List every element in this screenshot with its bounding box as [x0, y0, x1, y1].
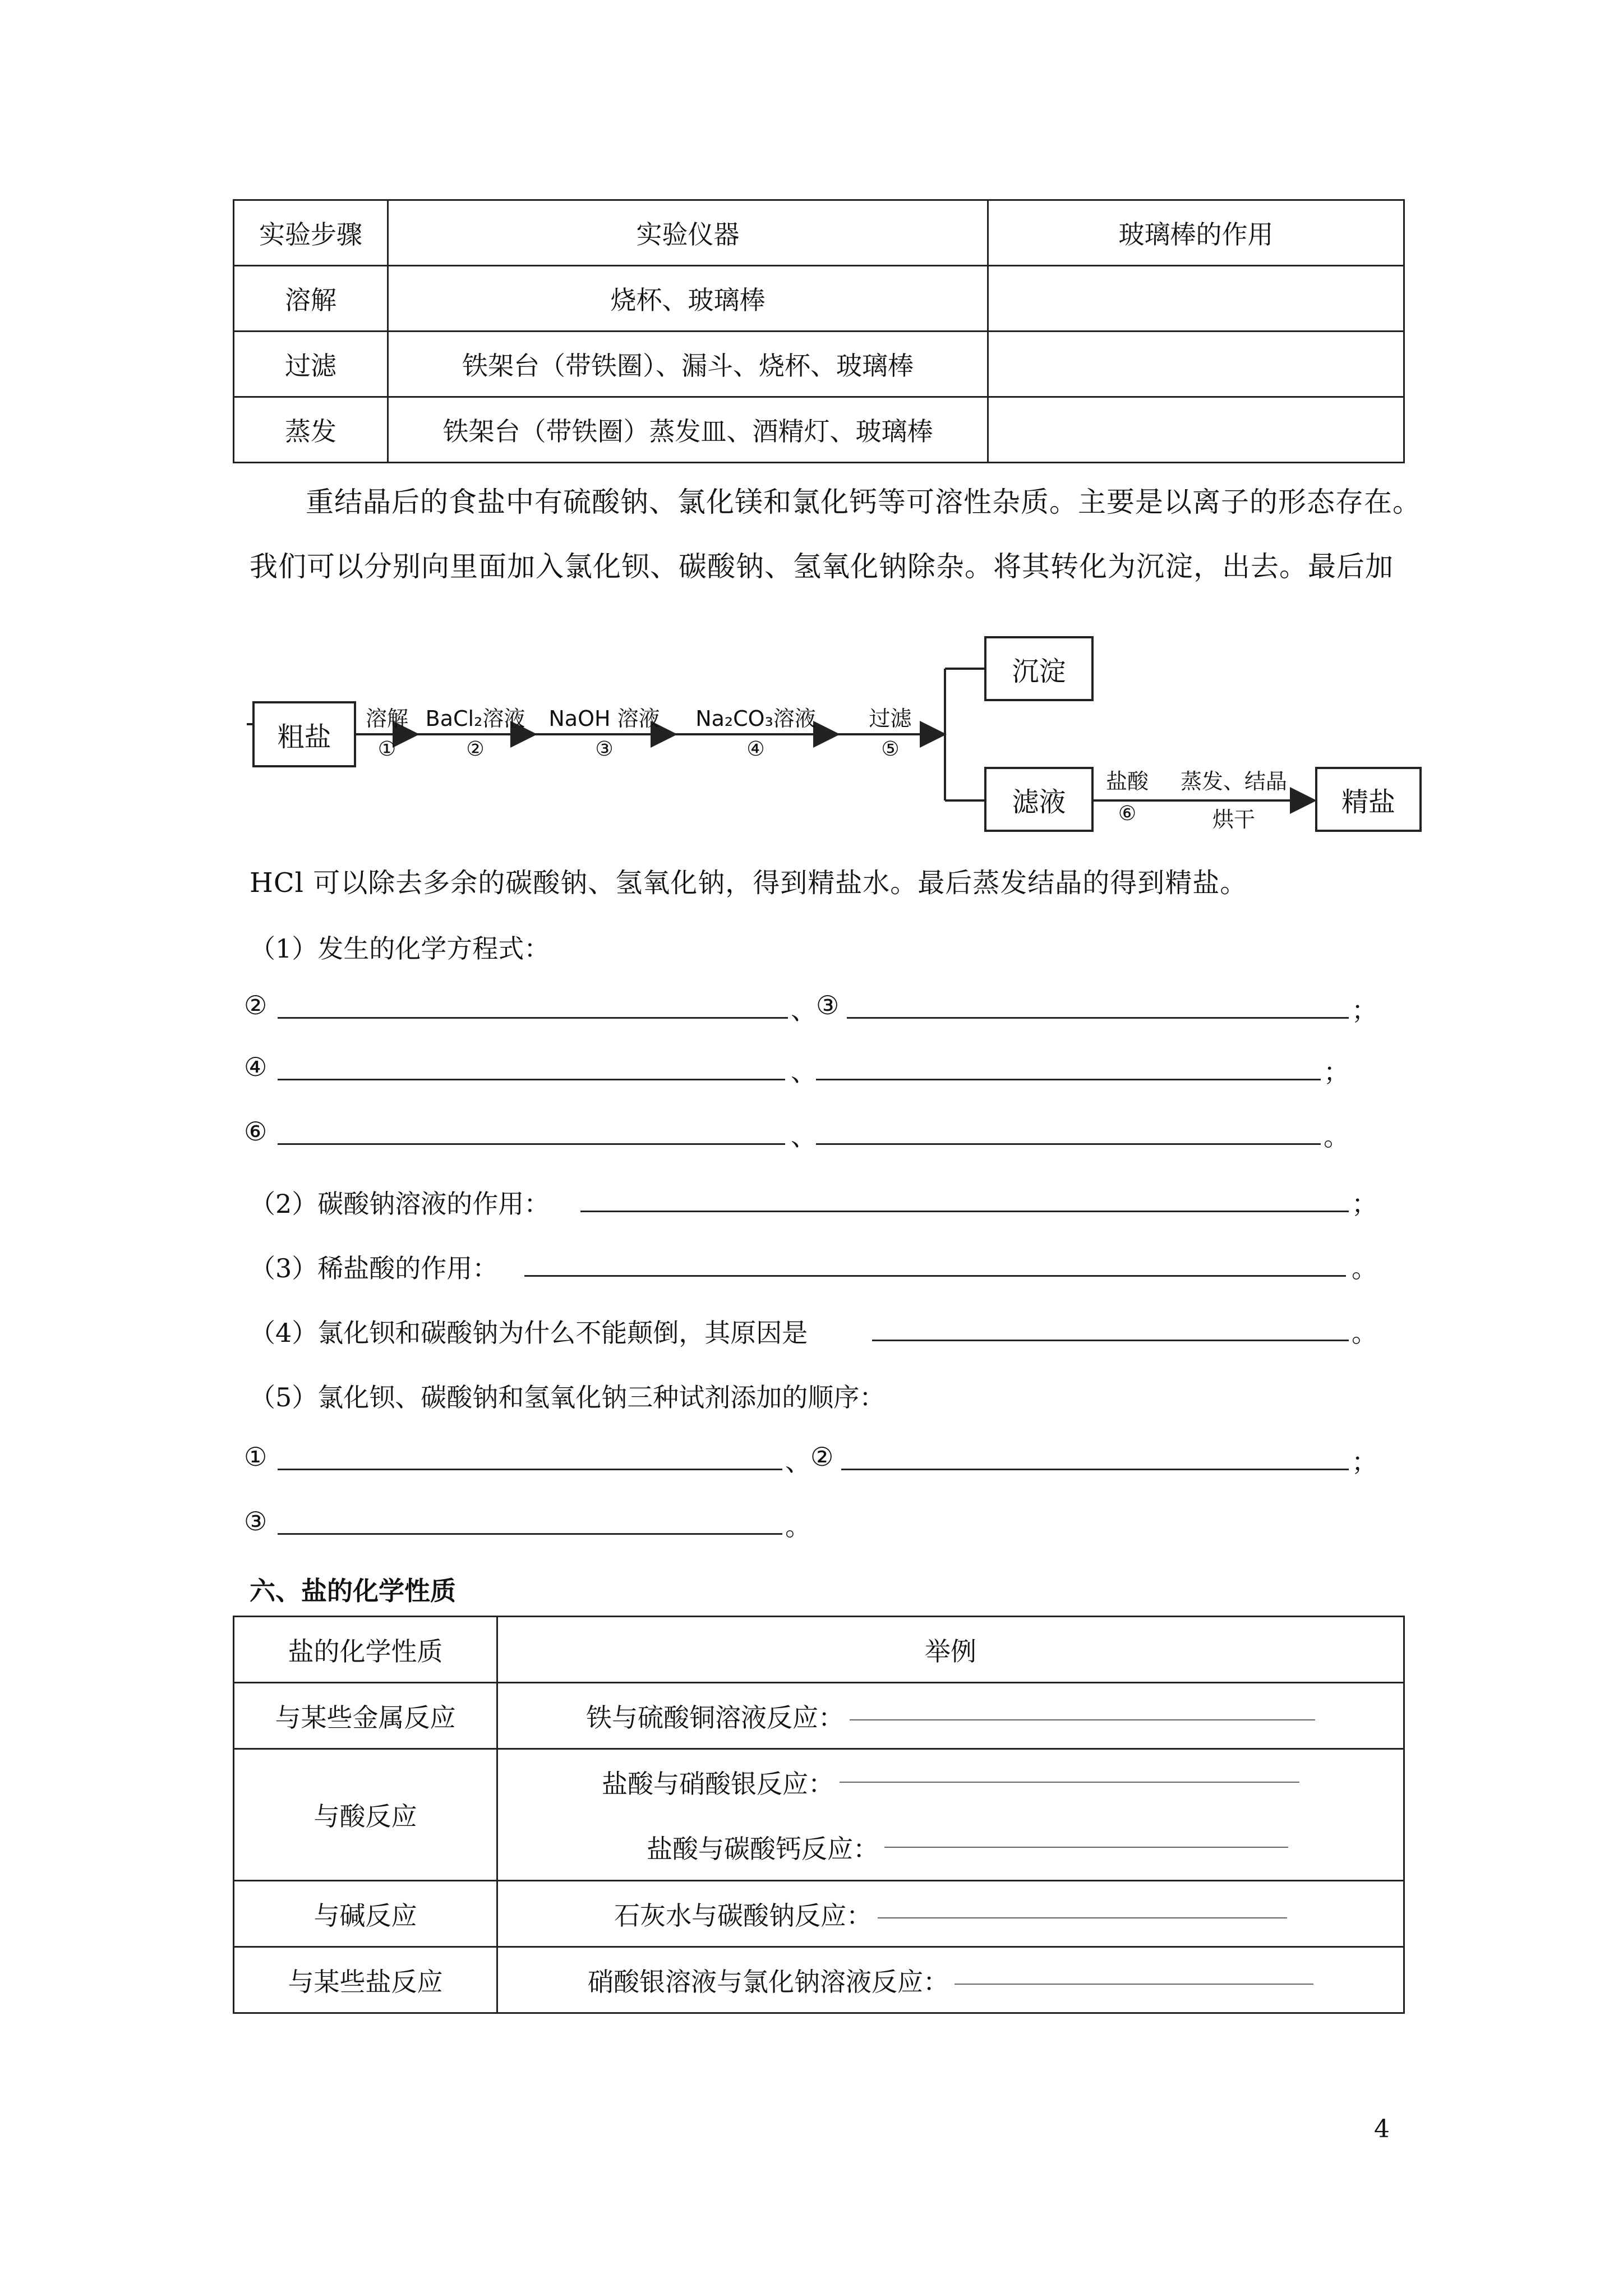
- question-3: （3）稀盐酸的作用：: [250, 1253, 499, 1283]
- step-dissolve-num: ①: [377, 738, 396, 761]
- property-cell: 与碱反应: [234, 1881, 497, 1947]
- section-6-title: 六、盐的化学性质: [250, 1576, 456, 1606]
- answer-blank[interactable]: [278, 1079, 785, 1080]
- period: 。: [785, 1511, 811, 1542]
- order-3: ③: [244, 1506, 268, 1536]
- semicolon: ；: [1352, 995, 1377, 1025]
- answer-blank[interactable]: [872, 1340, 1349, 1341]
- order-1: ①: [244, 1442, 268, 1472]
- hcl-note: HCl 可以除去多余的碳酸钠、氢氧化钠，得到精盐水。最后蒸发结晶的得到精盐。: [250, 867, 1248, 899]
- example-text: 硝酸银溶液与氯化钠溶液反应：: [588, 1966, 949, 1997]
- circle-3: ③: [816, 990, 840, 1020]
- step-cell: 过滤: [234, 332, 388, 397]
- period: 。: [1352, 1318, 1377, 1348]
- precipitate-box: 沉淀: [984, 636, 1094, 701]
- separator: 、: [791, 1057, 817, 1087]
- answer-blank[interactable]: [278, 1017, 788, 1019]
- header-property: 盐的化学性质: [234, 1617, 497, 1683]
- separator: 、: [791, 1121, 817, 1152]
- instruments-cell: 铁架台（带铁圈）、漏斗、烧杯、玻璃棒: [388, 332, 988, 397]
- table-row: [234, 1749, 1404, 1881]
- table-row: [234, 1683, 1404, 1749]
- example-text: 盐酸与碳酸钙反应：: [647, 1834, 879, 1864]
- question-5: （5）氯化钡、碳酸钠和氢氧化钠三种试剂添加的顺序：: [250, 1382, 886, 1412]
- header-instruments: 实验仪器: [388, 200, 988, 266]
- example-cell: [497, 1947, 1404, 2013]
- semicolon: ；: [1352, 1447, 1377, 1477]
- crude-salt-box: 粗盐: [252, 701, 356, 767]
- step-bacl2-num: ②: [466, 738, 485, 761]
- answer-blank[interactable]: [955, 1984, 1313, 1985]
- answer-blank[interactable]: [278, 1533, 782, 1535]
- step-cell: 溶解: [234, 266, 388, 332]
- table-row: [234, 1881, 1404, 1947]
- step-filter-num: ⑤: [881, 738, 900, 761]
- question-1: （1）发生的化学方程式：: [250, 933, 550, 964]
- filtrate-box: 滤液: [984, 767, 1094, 832]
- answer-blank[interactable]: [278, 1469, 782, 1470]
- answer-blank[interactable]: [878, 1917, 1287, 1918]
- answer-blank[interactable]: [278, 1143, 785, 1145]
- step-naoh-label: NaOH 溶液: [548, 706, 660, 731]
- example-line: [507, 1815, 1394, 1880]
- step-naoh-num: ③: [595, 738, 614, 761]
- answer-blank[interactable]: [816, 1079, 1321, 1080]
- dry-label: 烘干: [1212, 807, 1255, 832]
- answer-blank[interactable]: [850, 1719, 1315, 1720]
- step-dissolve-label: 溶解: [365, 706, 408, 731]
- header-step: 实验步骤: [234, 200, 388, 266]
- example-text: 石灰水与碳酸钠反应：: [614, 1900, 872, 1931]
- period: 。: [1352, 1253, 1377, 1283]
- circle-6: ⑥: [244, 1116, 268, 1147]
- question-2: （2）碳酸钠溶液的作用：: [250, 1189, 550, 1219]
- example-text: 铁与硫酸铜溶液反应：: [586, 1702, 844, 1733]
- answer-blank[interactable]: [840, 1782, 1299, 1783]
- step-cell: 蒸发: [234, 397, 388, 463]
- order-2: ②: [810, 1442, 834, 1472]
- salt-properties-table: [233, 1616, 1405, 2014]
- table-header-row: [234, 1617, 1404, 1683]
- step-filter-label: 过滤: [869, 706, 912, 731]
- example-cell: [497, 1683, 1404, 1749]
- intro-line-2: 我们可以分别向里面加入氯化钡、碳酸钠、氢氧化钠除杂。将其转化为沉淀，出去。最后加: [250, 550, 1394, 583]
- example-cell: [497, 1881, 1404, 1947]
- answer-blank[interactable]: [884, 1847, 1288, 1848]
- circle-2: ②: [244, 990, 268, 1020]
- intro-line-1: 重结晶后的食盐中有硫酸钠、氯化镁和氯化钙等可溶性杂质。主要是以离子的形态存在。: [306, 486, 1421, 518]
- example-line: [507, 1750, 1394, 1815]
- acid-label: 盐酸: [1105, 769, 1149, 794]
- period: 。: [1324, 1121, 1349, 1152]
- acid-num: ⑥: [1118, 802, 1137, 825]
- header-role: 玻璃棒的作用: [988, 200, 1404, 266]
- step-bacl2-label: BaCl₂溶液: [425, 706, 525, 731]
- answer-blank[interactable]: [580, 1211, 1349, 1212]
- step-na2co3-num: ④: [746, 738, 765, 761]
- answer-blank[interactable]: [816, 1143, 1321, 1145]
- property-cell: 与某些盐反应: [234, 1947, 497, 2013]
- evaporate-label: 蒸发、结晶: [1180, 769, 1287, 794]
- header-examples: 举例: [497, 1617, 1404, 1683]
- property-cell: 与酸反应: [234, 1749, 497, 1881]
- separator: 、: [791, 995, 817, 1025]
- circle-4: ④: [244, 1052, 268, 1082]
- example-text: 盐酸与硝酸银反应：: [602, 1769, 834, 1799]
- page-number: 4: [1374, 2115, 1390, 2143]
- semicolon: ；: [1352, 1189, 1377, 1219]
- flow-arrows: [0, 0, 1623, 898]
- example-cell: [497, 1749, 1404, 1881]
- property-cell: 与某些金属反应: [234, 1683, 497, 1749]
- instruments-cell: 铁架台（带铁圈）蒸发皿、酒精灯、玻璃棒: [388, 397, 988, 463]
- answer-blank[interactable]: [841, 1469, 1349, 1470]
- separator: 、: [785, 1447, 811, 1477]
- answer-blank[interactable]: [847, 1017, 1349, 1019]
- answer-blank[interactable]: [524, 1275, 1346, 1277]
- semicolon: ；: [1324, 1057, 1349, 1087]
- question-4: （4）氯化钡和碳酸钠为什么不能颠倒，其原因是: [250, 1318, 808, 1348]
- step-na2co3-label: Na₂CO₃溶液: [695, 706, 816, 731]
- table-row: [234, 1947, 1404, 2013]
- instruments-cell: 烧杯、玻璃棒: [388, 266, 988, 332]
- refined-salt-box: 精盐: [1315, 767, 1422, 832]
